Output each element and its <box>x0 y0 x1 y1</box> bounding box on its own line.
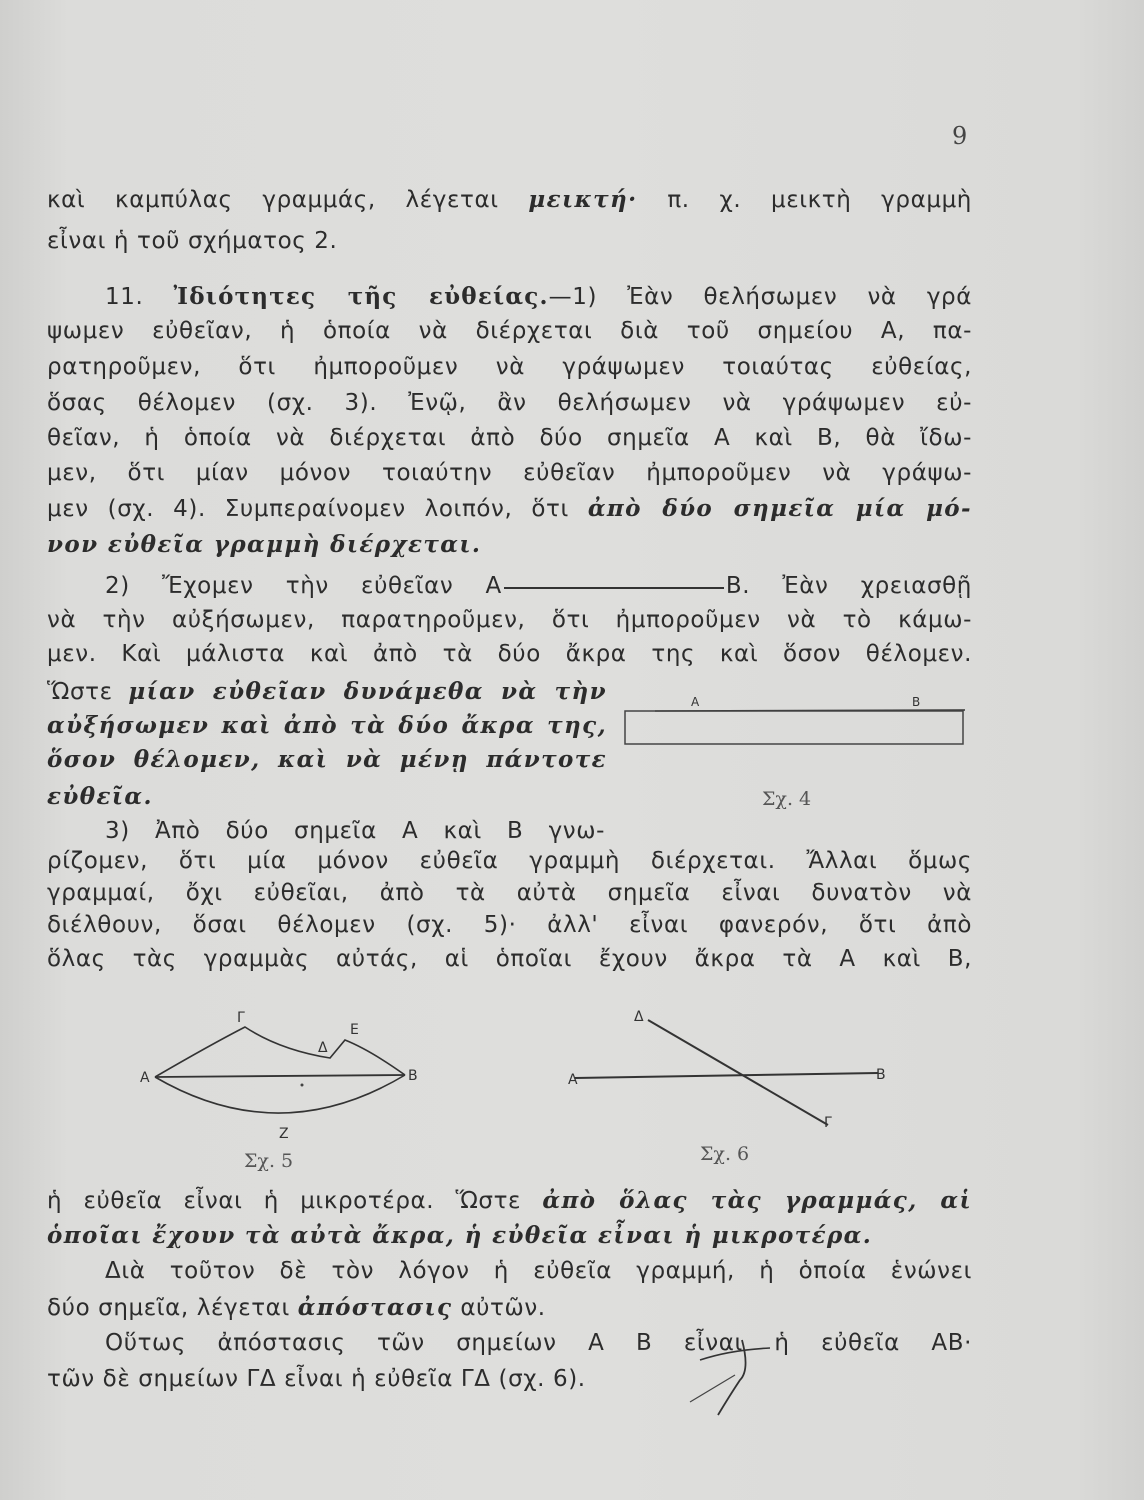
text-run: ρίζομεν, ὅτι μία μόνον εὐθεῖα γραμμὴ διέρχεται. Ἄλλαι ὅμως <box>47 848 972 874</box>
fig6-label-d: Δ <box>634 1009 644 1025</box>
fig5-label-d: Δ <box>318 1040 328 1056</box>
text-line-28 <box>47 1366 972 1392</box>
text-line-27 <box>105 1330 972 1356</box>
figure-4 <box>615 690 975 750</box>
fig6-label-g: Γ <box>824 1115 832 1131</box>
text-run: γραμμαί, ὄχι εὐθεῖαι, ἀπὸ τὰ αὐτὰ σημεῖα εἶναι δυνατὸν νὰ <box>47 880 972 906</box>
fig4-frame <box>625 711 963 744</box>
fig6-caption: Σχ. 6 <box>700 1143 750 1165</box>
fig5-label-b: B <box>408 1068 418 1084</box>
section-number: 11. <box>105 284 174 310</box>
emphasis-text: νον εὐθεῖα γραμμὴ διέρχεται. <box>47 531 482 558</box>
text-run: Οὕτως ἀπόστασις τῶν σημείων Α Β εἶναι ἡ εὐθεῖα ΑΒ· <box>105 1330 972 1356</box>
figure-6 <box>560 1005 900 1135</box>
text-line-23 <box>47 1187 972 1214</box>
text-line-8 <box>47 460 972 486</box>
text-run: θεῖαν, ἡ ὁποία νὰ διέρχεται ἀπὸ δύο σημεῖα Α καὶ Β, θὰ ἴδω- <box>47 425 972 451</box>
text-line-19 <box>47 848 972 874</box>
fig5-label-a: A <box>140 1070 150 1086</box>
emphasis-text: ἀπὸ ὅλας τὰς γραμμάς, αἱ <box>542 1187 972 1214</box>
text-line-4 <box>47 318 972 344</box>
emphasis-text: αὐξήσωμεν καὶ ἀπὸ τὰ δύο ἄκρα της, <box>47 712 607 739</box>
text-run: νὰ τὴν αὐξήσωμεν, παρατηροῦμεν, ὅτι ἠμποροῦμεν νὰ τὸ κάμω- <box>47 607 972 633</box>
text-run: τῶν δὲ σημείων ΓΔ εἶναι ἡ εὐθεῖα ΓΔ (σχ. 6). <box>47 1366 586 1392</box>
text-run: αὐτῶν. <box>452 1295 546 1321</box>
text-line-22 <box>47 946 972 972</box>
text-run: 2) Ἔχομεν τὴν εὐθεῖαν Α <box>105 573 502 599</box>
fig5-line-ab <box>155 1075 405 1077</box>
text-run: εἶναι ἡ τοῦ σχήματος 2. <box>47 228 338 254</box>
text-line-21 <box>47 912 972 938</box>
fig6-line-gd <box>648 1020 828 1125</box>
text-run: Ὥστε <box>47 679 129 705</box>
text-run: ὅλας τὰς γραμμὰς αὐτάς, αἱ ὁποῖαι ἔχουν ἄκρα τὰ Α καὶ Β, <box>47 946 972 972</box>
text-line-5 <box>47 354 972 380</box>
page-number: 9 <box>952 122 968 150</box>
emphasis-term: ἀπόστασις <box>297 1294 453 1321</box>
text-line-10 <box>47 531 972 558</box>
text-line-26 <box>47 1294 972 1321</box>
text-run: π. χ. μεικτὴ γραμμὴ <box>637 187 972 213</box>
text-line-2 <box>47 228 972 254</box>
text-line-7 <box>47 425 972 451</box>
fig6-label-a: A <box>568 1072 578 1088</box>
fig5-label-e: Ε <box>350 1022 359 1038</box>
fig5-curve <box>155 1075 405 1113</box>
text-line-25 <box>105 1258 972 1284</box>
text-line-9 <box>47 495 972 522</box>
text-run: ἡ εὐθεῖα εἶναι ἡ μικροτέρα. Ὥστε <box>47 1188 543 1214</box>
text-run: καὶ καμπύλας γραμμάς, λέγεται <box>47 187 529 213</box>
text-line-24 <box>47 1222 972 1249</box>
text-run: —1) Ἐὰν θελήσωμεν νὰ γρά <box>548 284 973 310</box>
text-run: μεν. Καὶ μάλιστα καὶ ἀπὸ τὰ δύο ἄκρα της καὶ ὅσον θέλομεν. <box>47 641 972 667</box>
fig5-label-z: Z <box>279 1126 289 1142</box>
fig5-caption: Σχ. 5 <box>244 1150 294 1172</box>
emphasis-term: μεικτή· <box>528 186 638 213</box>
fig4-label-b: B <box>912 695 921 709</box>
fig5-label-g: Γ <box>237 1010 245 1026</box>
text-line-15 <box>47 712 607 739</box>
text-line-6 <box>47 390 972 416</box>
text-line-11 <box>105 573 972 599</box>
figure-5 <box>130 1000 430 1145</box>
emphasis-text: ὁποῖαι ἔχουν τὰ αὐτὰ ἄκρα, ἡ εὐθεῖα εἶναι ἡ μικροτέρα. <box>47 1222 873 1249</box>
text-run: Β. Ἐὰν χρειασθῇ <box>725 573 972 599</box>
fig4-caption: Σχ. 4 <box>762 788 812 810</box>
text-run: ρατηροῦμεν, ὅτι ἠμποροῦμεν νὰ γράψωμεν τοιαύτας εὐθείας, <box>47 354 972 380</box>
text-line-17 <box>47 783 607 810</box>
text-run: ψωμεν εὐθεῖαν, ἡ ὁποία νὰ διέρχεται διὰ τοῦ σημείου Α, πα- <box>47 318 972 344</box>
text-line-13 <box>47 641 972 667</box>
fig5-dot <box>301 1084 304 1087</box>
text-run: Διὰ τοῦτον δὲ τὸν λόγον ἡ εὐθεῖα γραμμή, ἡ ὁποία ἑνώνει <box>105 1258 972 1284</box>
pencil-stroke <box>700 1348 770 1360</box>
text-run: ὅσας θέλομεν (σχ. 3). Ἐνῷ, ἂν θελήσωμεν νὰ γράψωμεν εὐ- <box>47 390 972 416</box>
section-heading: Ἰδιότητες τῆς εὐθείας. <box>173 283 549 310</box>
text-run: μεν, ὅτι μίαν μόνον τοιαύτην εὐθεῖαν ἠμποροῦμεν νὰ γράψω- <box>47 460 972 486</box>
text-line-18 <box>105 818 605 844</box>
text-line-3 <box>105 283 972 310</box>
fig4-label-a: A <box>691 695 700 709</box>
emphasis-text: ἀπὸ δύο σημεῖα μία μό- <box>587 495 972 522</box>
text-line-20 <box>47 880 972 906</box>
text-line-16 <box>47 746 607 773</box>
text-run: διέλθουν, ὅσαι θέλομεν (σχ. 5)· ἀλλ' εἶναι φανερόν, ὅτι ἀπὸ <box>47 912 972 938</box>
emphasis-text: ὅσον θέλομεν, καὶ νὰ μένῃ πάντοτε <box>47 746 607 773</box>
emphasis-text: μίαν εὐθεῖαν δυνάμεθα νὰ τὴν <box>128 678 608 705</box>
fig6-line-ab <box>575 1073 878 1078</box>
text-line-1 <box>47 186 972 213</box>
segment-line <box>504 587 724 589</box>
text-run: μεν (σχ. 4). Συμπεραίνομεν λοιπόν, ὅτι <box>47 496 588 522</box>
text-run: 3) Ἀπὸ δύο σημεῖα Α καὶ Β γνω- <box>105 818 605 844</box>
emphasis-text: εὐθεῖα. <box>47 783 153 810</box>
pencil-mark <box>660 1320 810 1430</box>
fig5-broken-line <box>155 1027 405 1077</box>
text-line-14 <box>47 678 607 705</box>
fig6-label-b: B <box>876 1067 886 1083</box>
text-line-12 <box>47 607 972 633</box>
text-run: δύο σημεῖα, λέγεται <box>47 1295 298 1321</box>
